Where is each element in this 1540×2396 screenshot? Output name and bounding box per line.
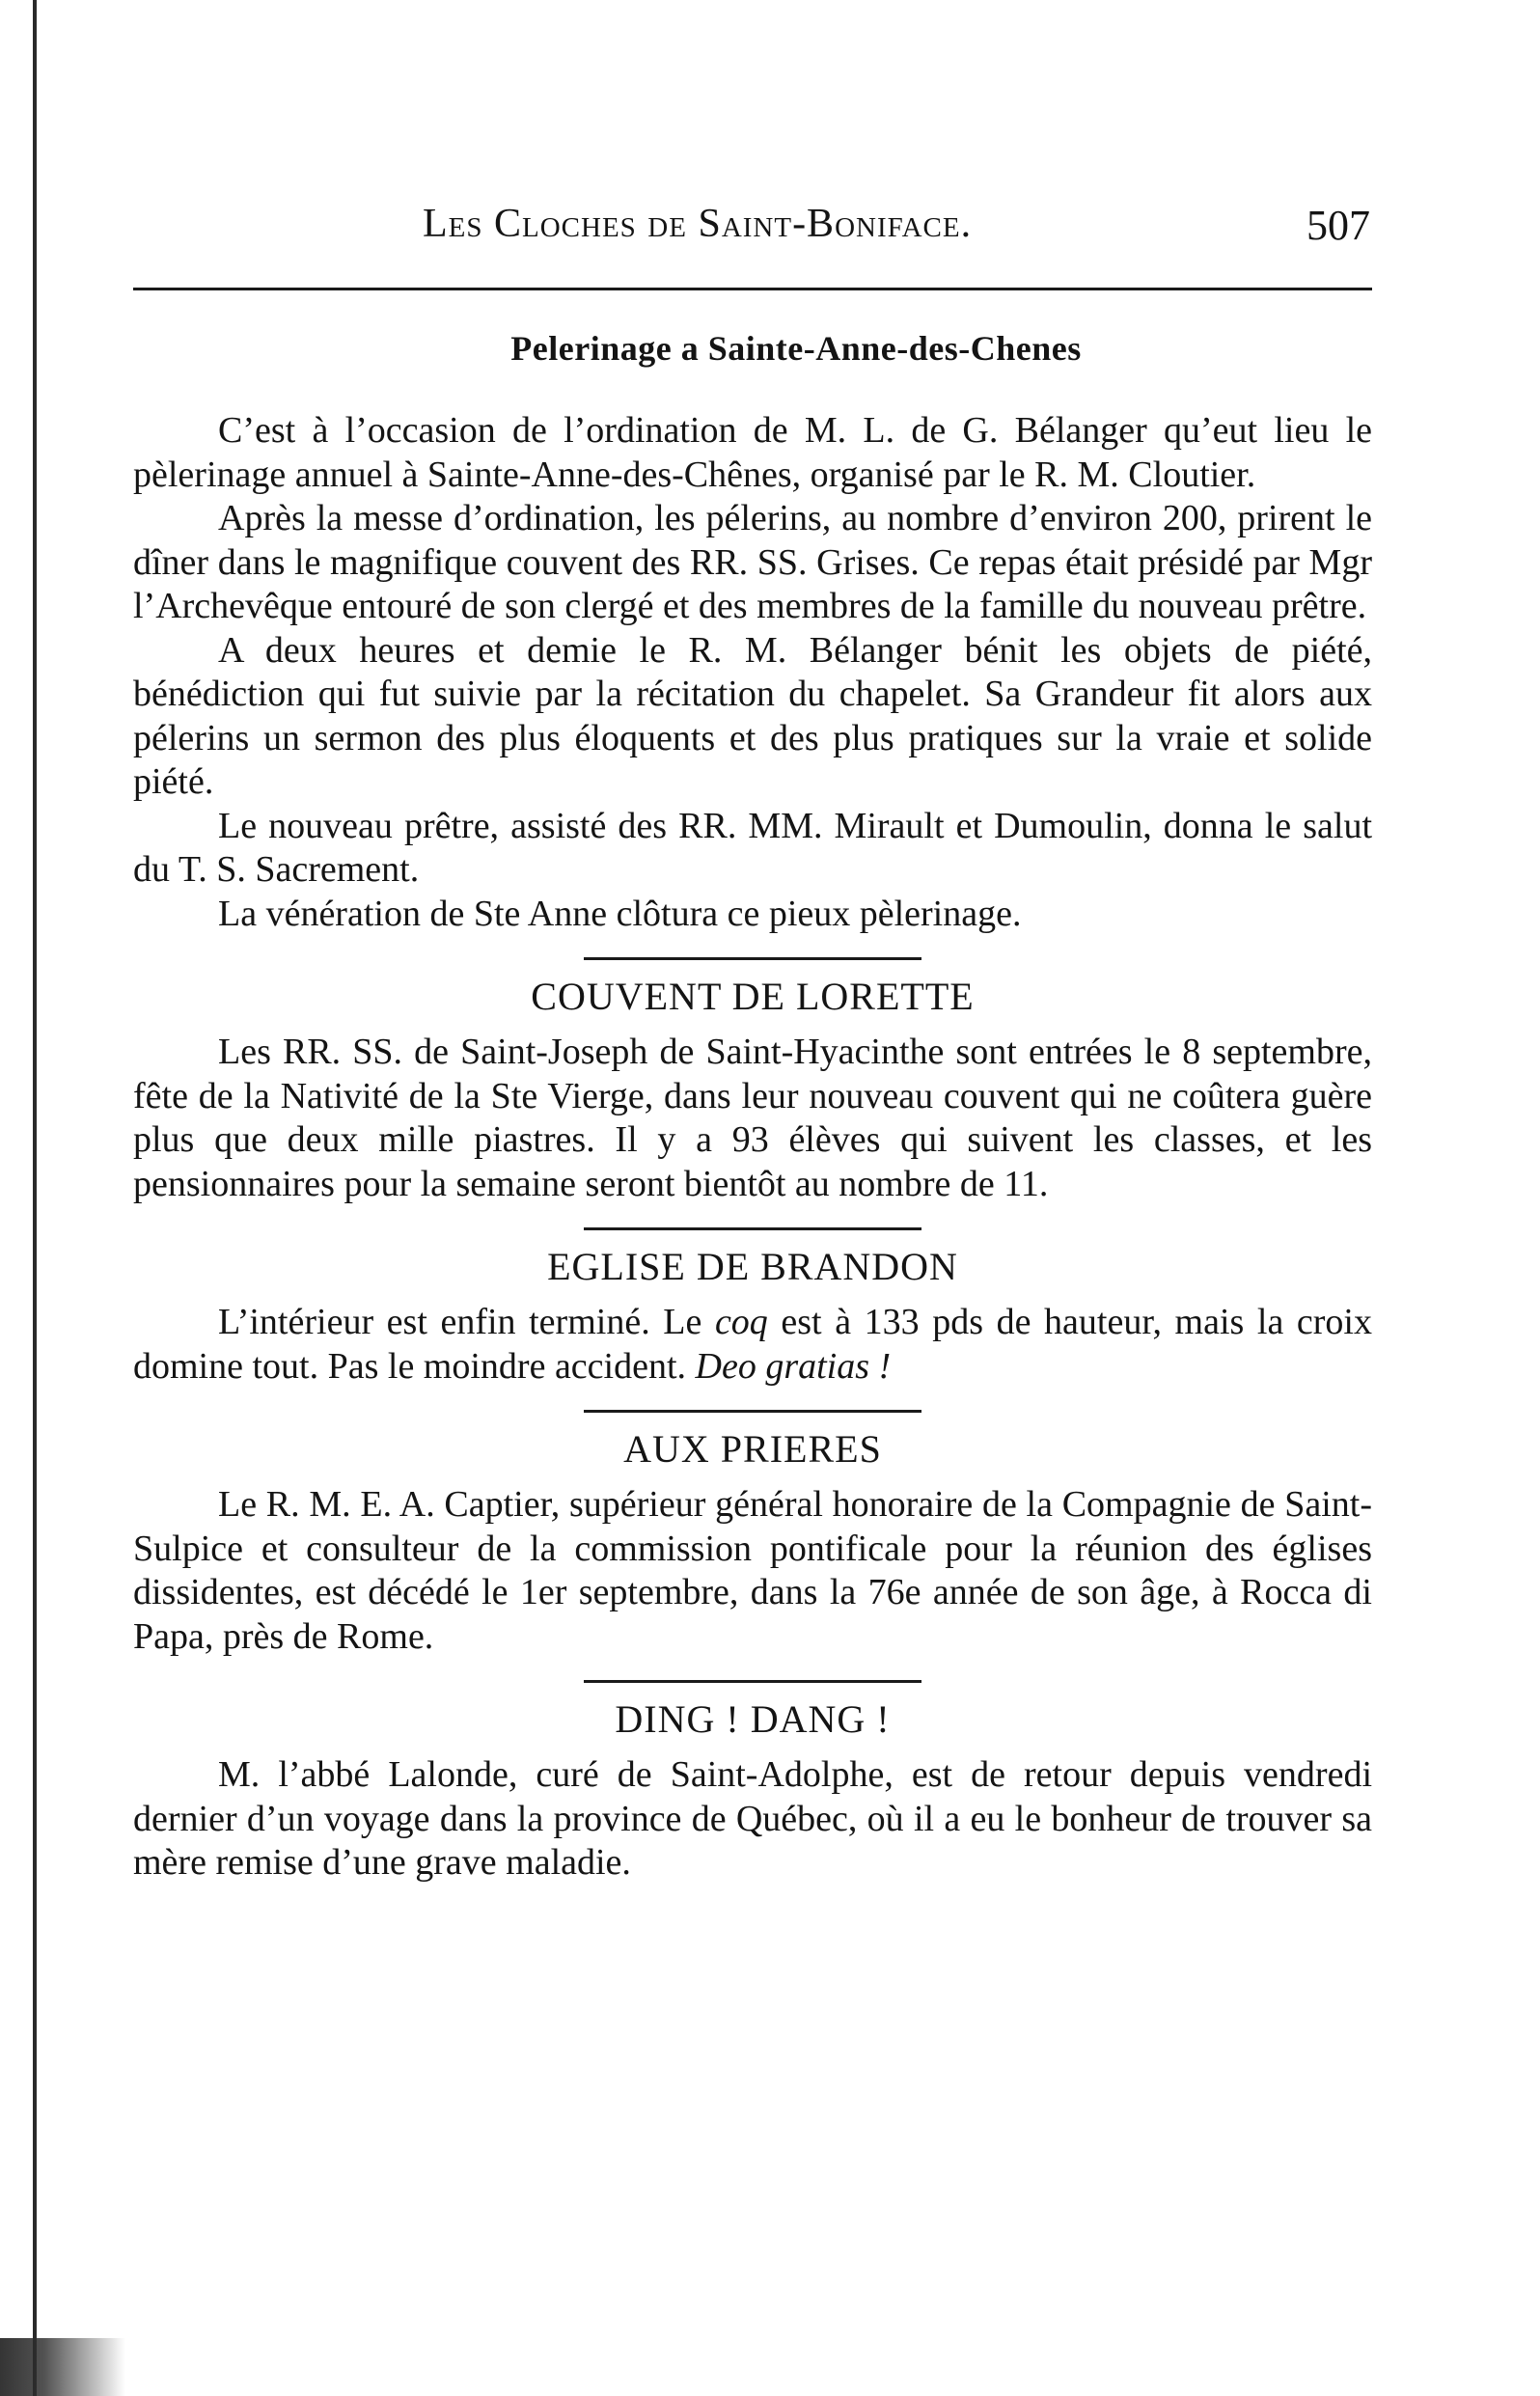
section-divider — [584, 1227, 921, 1230]
text-run: L’intérieur est enfin terminé. Le — [218, 1302, 715, 1342]
scan-left-edge — [33, 0, 37, 2396]
section-title-brandon: EGLISE DE BRANDON — [547, 1245, 958, 1288]
book-page — [133, 0, 1378, 2396]
section-lorette — [133, 974, 1372, 1206]
header-rule — [133, 288, 1372, 290]
section-title-ding: DING ! DANG ! — [615, 1697, 891, 1741]
paragraph: Le nouveau prêtre, assisté des RR. MM. Mirault et Dumoulin, donna le salut du T. S. Sacrement. — [133, 805, 1372, 890]
paragraph: Après la messe d’ordination, les pélerins, au nombre d’environ 200, prirent le dîner dans le magnifique couvent des RR. SS. Grises. Ce repas était présidé par Mgr l’Archevêque entouré de son clergé et des membres de la famille du nouveau prêtre. — [133, 498, 1372, 626]
italic-deo-gratias: Deo gratias ! — [695, 1345, 892, 1387]
section-divider — [584, 1410, 921, 1413]
section-ding — [133, 1696, 1372, 1886]
section-title-lorette: COUVENT DE LORETTE — [531, 975, 975, 1018]
section-divider — [584, 957, 921, 960]
section-pelerinage — [133, 328, 1372, 936]
paragraph: A deux heures et demie le R. M. Bélanger bénit les objets de piété, bénédiction qui fut suivie par la récitation du chapelet. Sa Grandeur fit alors aux pélerins un sermon des plus éloquents et des plus pratiques sur la vraie et solide piété. — [133, 629, 1372, 802]
section-divider — [584, 1680, 921, 1683]
page-content — [133, 328, 1372, 1895]
paragraph: C’est à l’occasion de l’ordination de M. L. de G. Bélanger qu’eut lieu le pèlerinage annuel à Sainte-Anne-des-Chênes, organisé par le R. M. Cloutier. — [133, 410, 1372, 495]
paragraph — [133, 1301, 1372, 1389]
text-run: est à 133 pds de hauteur, mais la croix domine tout. Pas le moindre accident. — [133, 1302, 1372, 1387]
paragraph: M. l’abbé Lalonde, curé de Saint-Adolphe, est de retour depuis vendredi dernier d’un voyage dans la province de Québec, où il a eu le bonheur de trouver sa mère remise d’une grave maladie. — [133, 1754, 1372, 1883]
paragraph: Les RR. SS. de Saint-Joseph de Saint-Hyacinthe sont entrées le 8 septembre, fête de la Nativité de la Ste Vierge, dans leur nouveau couvent qui ne coûtera guère plus que deux mille piastres. Il y a 93 élèves qui suivent les classes, et les pensionnaires pour la semaine seront bientôt au nombre de 11. — [133, 1032, 1372, 1204]
section-brandon — [133, 1244, 1372, 1389]
paragraph: Le R. M. E. A. Captier, supérieur général honoraire de la Compagnie de Saint-Sulpice et consulteur de la commission pontificale pour la réunion des églises dissidentes, est décédé le 1er septembre, dans la 76e année de son âge, à Rocca di Papa, près de Rome. — [133, 1484, 1372, 1657]
page-number: 507 — [1306, 202, 1370, 249]
section-title-pelerinage: Pelerinage a Sainte-Anne-des-Chenes — [510, 329, 1082, 368]
paragraph: La vénération de Ste Anne clôtura ce pieux pèlerinage. — [218, 893, 1022, 934]
scan-smudge — [0, 2338, 125, 2396]
section-prieres — [133, 1426, 1372, 1659]
italic-word-coq: coq — [714, 1302, 768, 1342]
running-head — [133, 201, 1378, 259]
section-title-prieres: AUX PRIERES — [623, 1427, 882, 1471]
running-title: Les Cloches de Saint-Boniface. — [423, 202, 973, 246]
